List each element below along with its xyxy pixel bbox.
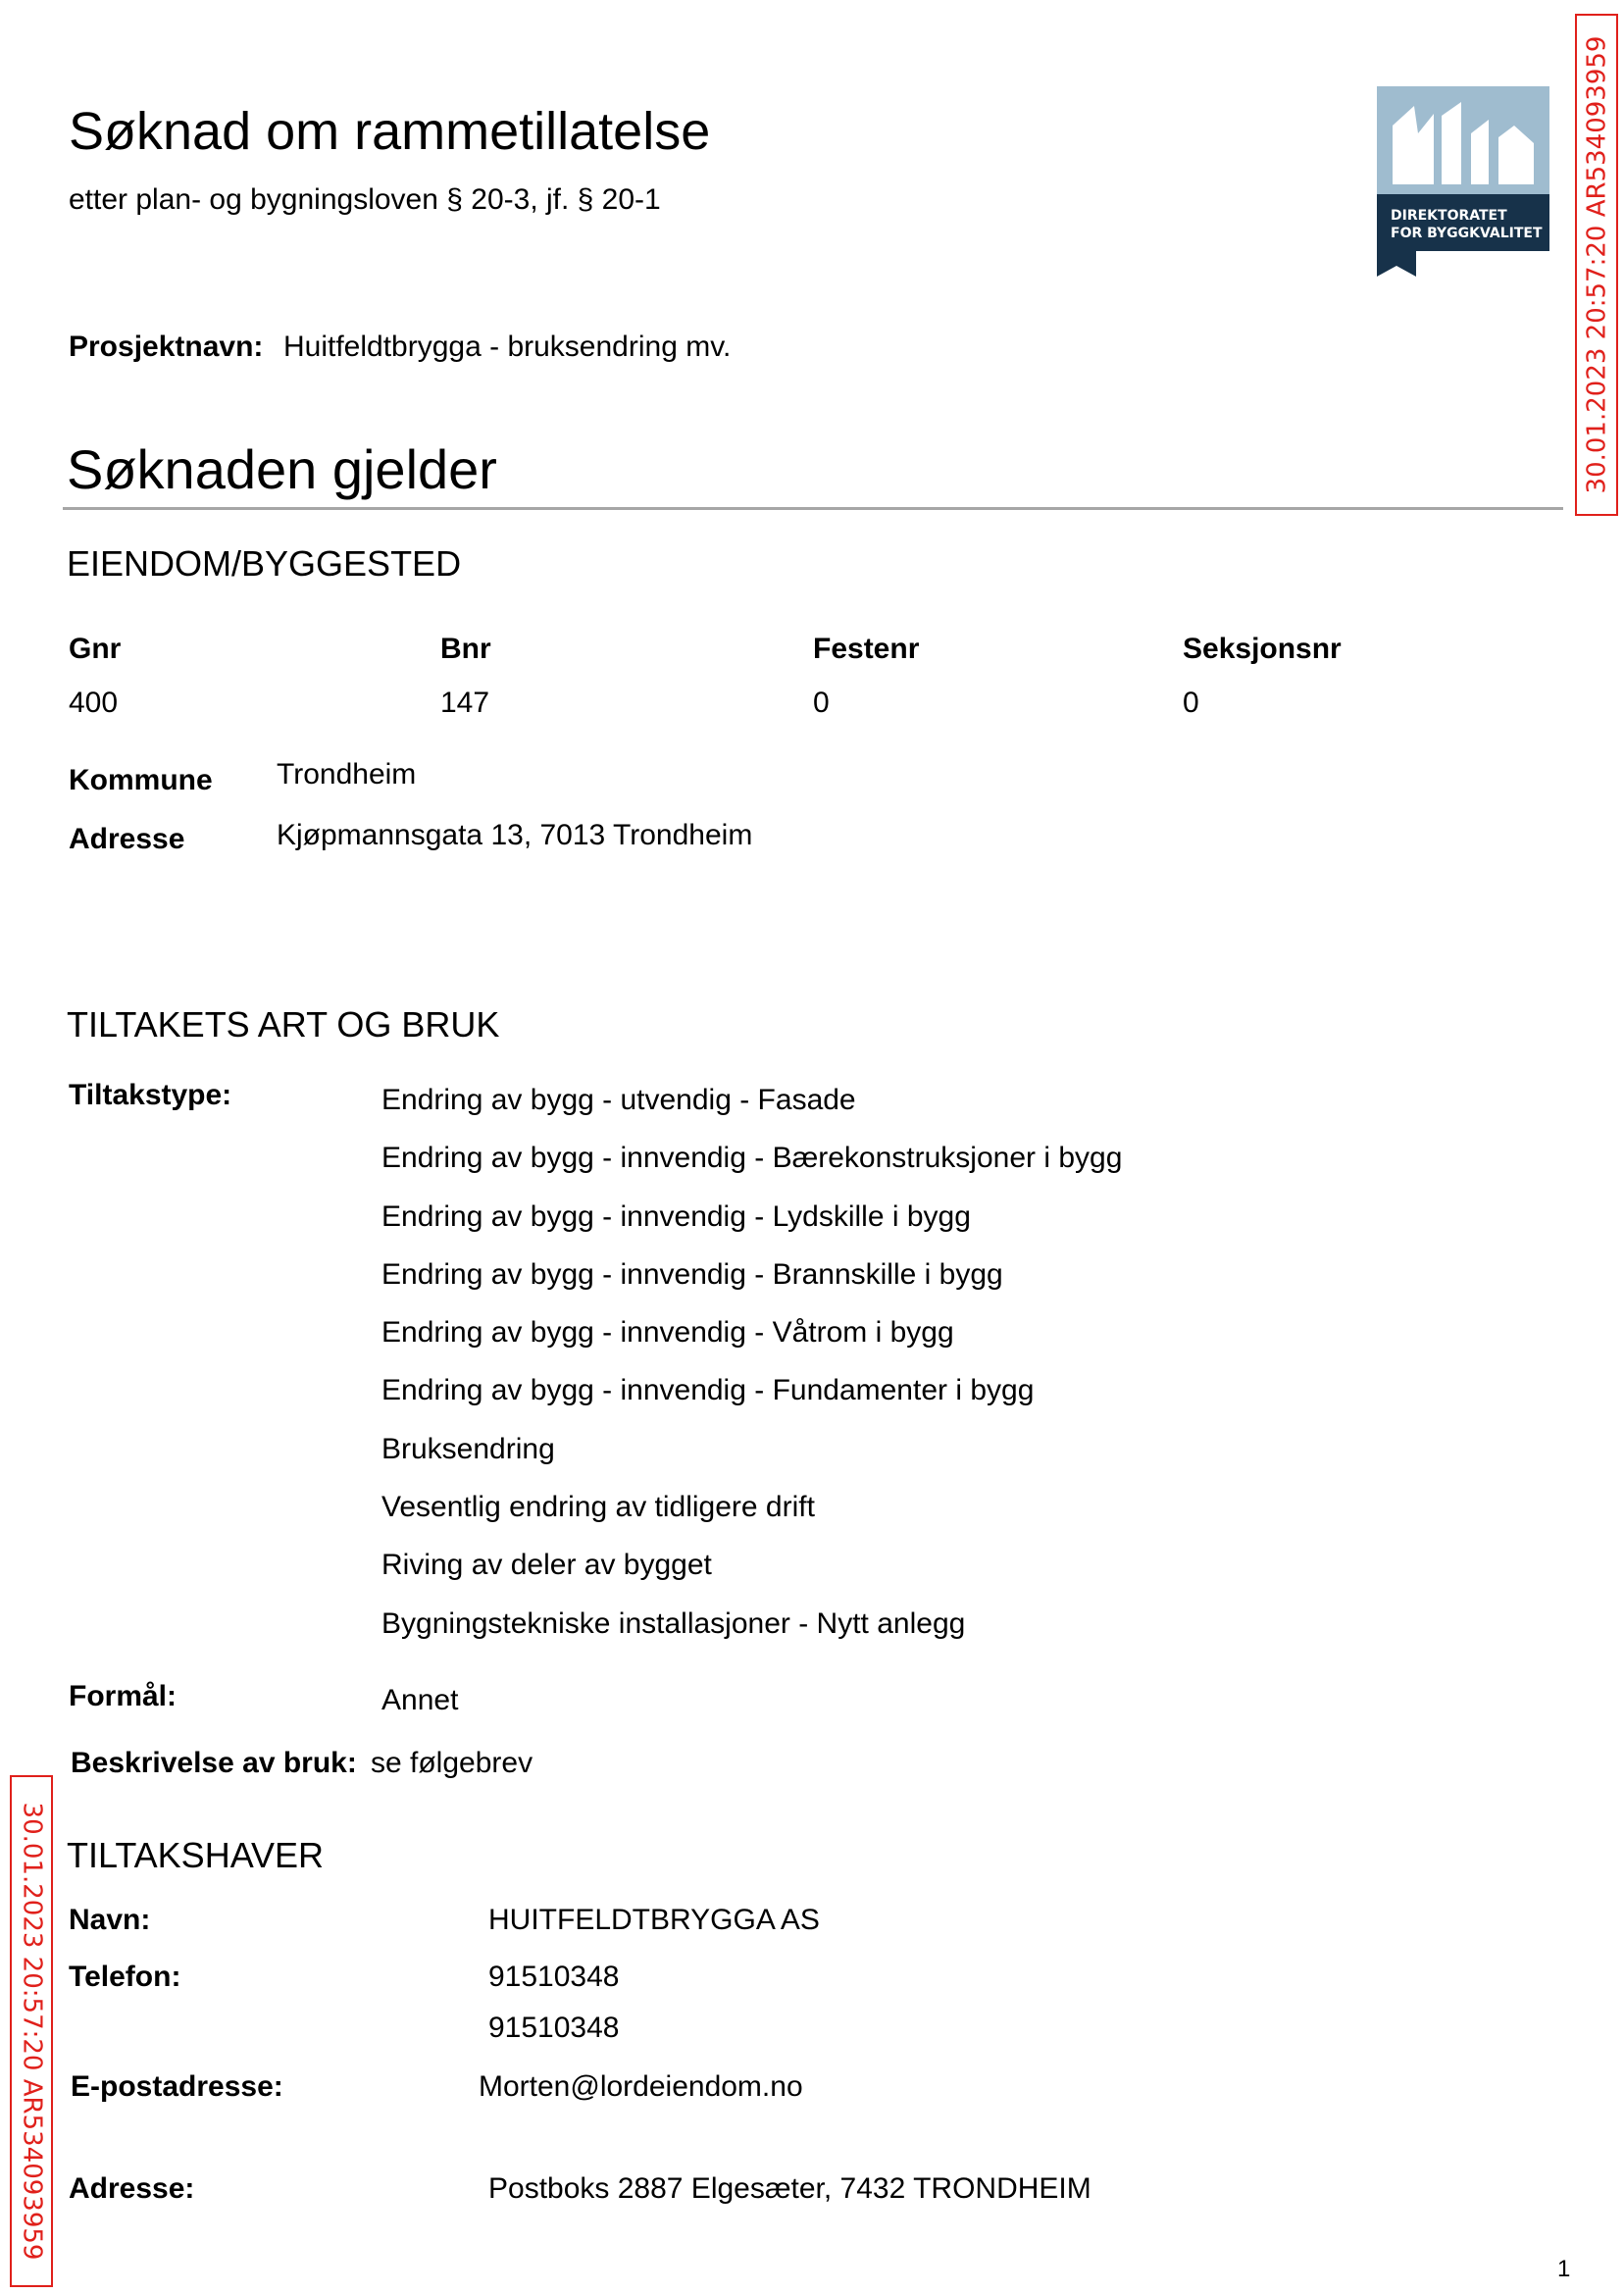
tiltakstype-item: Riving av deler av bygget — [381, 1549, 712, 1582]
tiltakstype-label: Tiltakstype: — [69, 1079, 232, 1111]
applicant-email-label: E-postadresse: — [71, 2070, 283, 2103]
gnr-value: 400 — [69, 687, 119, 719]
tiltakstype-item: Bruksendring — [381, 1432, 555, 1465]
bnr-label: Bnr — [440, 633, 491, 665]
seksjonsnr-label: Seksjonsnr — [1183, 633, 1342, 665]
formal-label: Formål: — [69, 1680, 178, 1712]
document-subtitle: etter plan- og bygningsloven § 20-3, jf. § 20-1 — [69, 183, 661, 216]
archive-stamp-left-text: 30.01.2023 20:57:20 AR534093959 — [17, 1802, 46, 2261]
formal-value: Annet — [381, 1684, 459, 1716]
tiltakstype-item: Endring av bygg - utvendig - Fasade — [381, 1084, 856, 1116]
applicant-phone-label: Telefon: — [69, 1961, 181, 1993]
archive-stamp-right — [1575, 14, 1618, 516]
tiltakstype-item: Bygningstekniske installasjoner - Nytt anlegg — [381, 1606, 966, 1640]
tiltakstype-item: Vesentlig endring av tidligere drift — [381, 1491, 815, 1524]
project-name-label: Prosjektnavn: — [69, 331, 264, 363]
section-heading-property: EIENDOM/BYGGESTED — [67, 543, 462, 584]
adresse-value: Kjøpmannsgata 13, 7013 Trondheim — [277, 819, 753, 851]
tiltakstype-item: Endring av bygg - innvendig - Brannskille i bygg — [381, 1257, 1003, 1291]
bnr-value: 147 — [440, 687, 490, 719]
logo-line-1: DIREKTORATET — [1391, 208, 1507, 224]
section-heading-applicant: TILTAKSHAVER — [67, 1835, 325, 1875]
usage-description-value: se følgebrev — [371, 1747, 533, 1779]
festenr-label: Festenr — [813, 633, 920, 665]
section-heading-measure: TILTAKETS ART OG BRUK — [67, 1004, 500, 1045]
gnr-label: Gnr — [69, 633, 122, 665]
tiltakstype-item: Endring av bygg - innvendig - Bærekonstruksjoner i bygg — [381, 1142, 1123, 1175]
section-heading-applies: Søknaden gjelder — [67, 438, 497, 500]
seksjonsnr-value: 0 — [1183, 687, 1199, 719]
usage-description-label: Beskrivelse av bruk: — [71, 1747, 357, 1779]
adresse-label: Adresse — [69, 823, 185, 855]
applicant-phone-value-1: 91510348 — [488, 1961, 620, 1993]
archive-stamp-right-text: 30.01.2023 20:57:20 AR534093959 — [1582, 35, 1611, 494]
document-title: Søknad om rammetillatelse — [69, 102, 711, 161]
page-number: 1 — [1557, 2256, 1571, 2282]
tiltakstype-list — [381, 1083, 1122, 1664]
archive-stamp-left — [10, 1775, 53, 2287]
applicant-address-label: Adresse: — [69, 2172, 195, 2205]
applicant-name-value: HUITFELDTBRYGGA AS — [488, 1904, 820, 1936]
kommune-value: Trondheim — [277, 758, 417, 790]
project-name-value: Huitfeldtbrygga - bruksendring mv. — [283, 331, 732, 363]
festenr-value: 0 — [813, 687, 830, 719]
tiltakstype-item: Endring av bygg - innvendig - Fundamenter i bygg — [381, 1374, 1035, 1407]
kommune-label: Kommune — [69, 764, 213, 796]
tiltakstype-item: Endring av bygg - innvendig - Våtrom i bygg — [381, 1316, 954, 1350]
applicant-name-label: Navn: — [69, 1904, 151, 1936]
tiltakstype-item: Endring av bygg - innvendig - Lydskille i bygg — [381, 1199, 971, 1233]
dibk-logo — [1377, 86, 1549, 277]
applicant-address-value: Postboks 2887 Elgesæter, 7432 TRONDHEIM — [488, 2172, 1091, 2205]
logo-line-2: FOR BYGGKVALITET — [1391, 226, 1543, 241]
section-divider — [63, 507, 1563, 510]
applicant-email-value: Morten@lordeiendom.no — [479, 2070, 803, 2103]
applicant-phone-value-2: 91510348 — [488, 2012, 620, 2044]
